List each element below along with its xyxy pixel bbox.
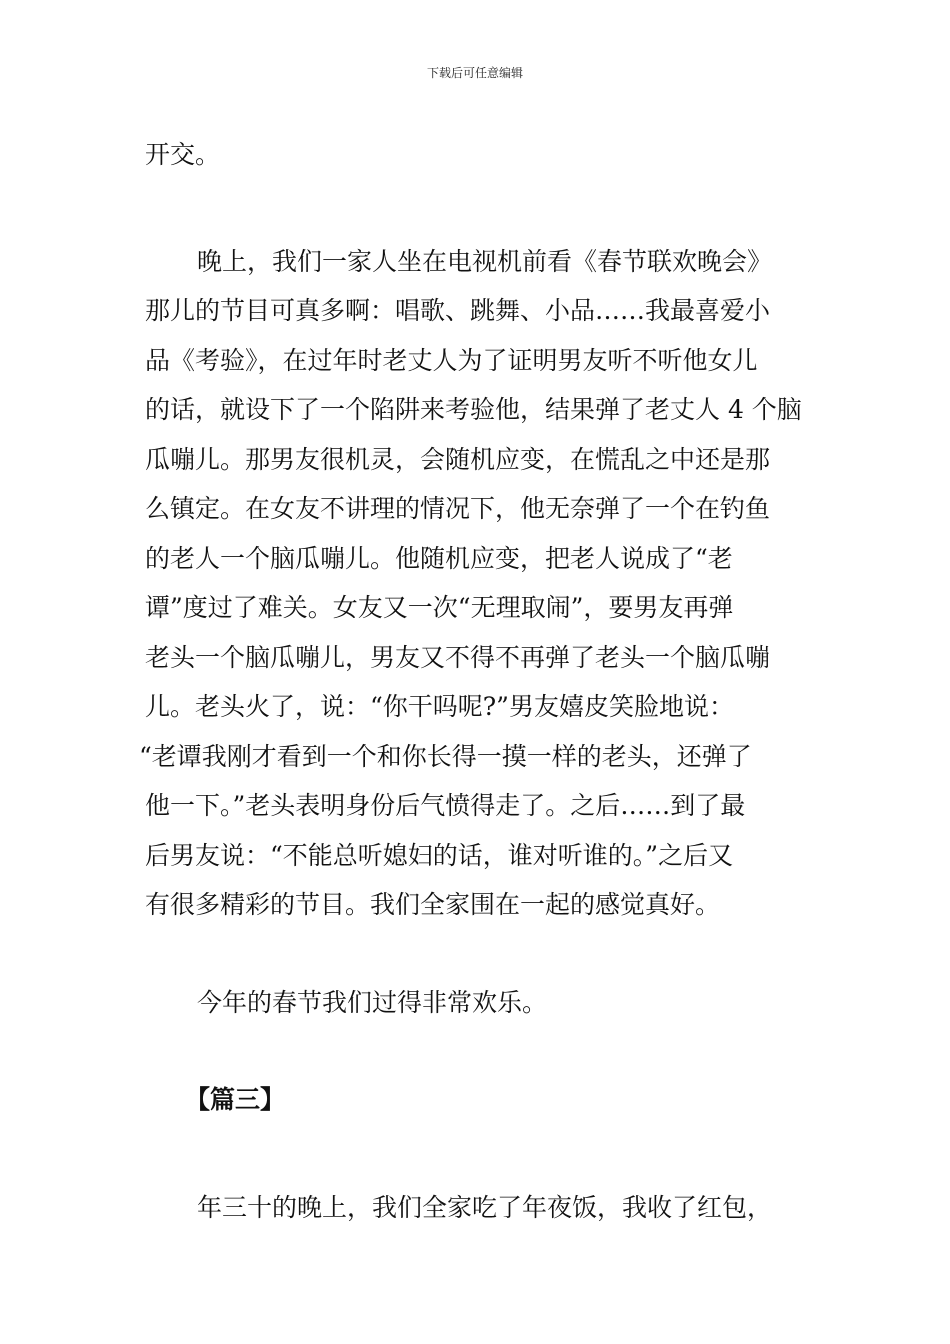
paragraph-line: 有很多精彩的节目。我们全家围在一起的感觉真好。 [145,890,721,919]
section-heading: 【篇三】 [185,1085,286,1114]
paragraph-line: 谭”度过了难关。女友又一次“无理取闹”，要男友再弹 [145,593,734,622]
paragraph-line: 那儿的节目可真多啊：唱歌、跳舞、小品……我最喜爱小 [145,296,771,325]
paragraph-line: 后男友说：“不能总听媳妇的话，谁对听谁的。”之后又 [145,840,734,870]
paragraph-line: 晚上，我们一家人坐在电视机前看《春节联欢晚会》 [197,246,773,276]
paragraph-line: 年三十的晚上，我们全家吃了年夜饭，我收了红包， [197,1192,773,1222]
paragraph-line: 的话，就设下了一个陷阱来考验他，结果弹了老丈人 4 个脑 [145,395,802,424]
paragraph-spring-gala [139,237,810,930]
paragraph-line: 今年的春节我们过得非常欢乐。 [197,987,548,1017]
paragraph-line: 开交。 [145,140,221,169]
paragraph-line: 瓜嘣儿。那男友很机灵，会随机应变，在慌乱之中还是那 [145,444,771,474]
document-body [139,130,810,1232]
paragraph-line: 么镇定。在女友不讲理的情况下，他无奈弹了一个在钓鱼 [145,494,771,523]
paragraph-line: 他一下。”老头表明身份后气愤得走了。之后……到了最 [145,791,746,820]
paragraph-line: “老谭我刚才看到一个和你长得一摸一样的老头，还弹了 [139,741,752,771]
paragraph-line: 老头一个脑瓜嘣儿，男友又不得不再弹了老头一个脑瓜嘣 [145,642,771,672]
paragraph-line: 的老人一个脑瓜嘣儿。他随机应变，把老人说成了“老 [145,543,733,573]
paragraph-line: 儿。老头火了，说：“你干吗呢?”男友嬉皮笑脸地说： [145,692,734,721]
page-header: 下载后可任意编辑 [426,66,523,80]
paragraph-line: 品《考验》，在过年时老丈人为了证明男友听不听他女儿 [145,345,758,375]
